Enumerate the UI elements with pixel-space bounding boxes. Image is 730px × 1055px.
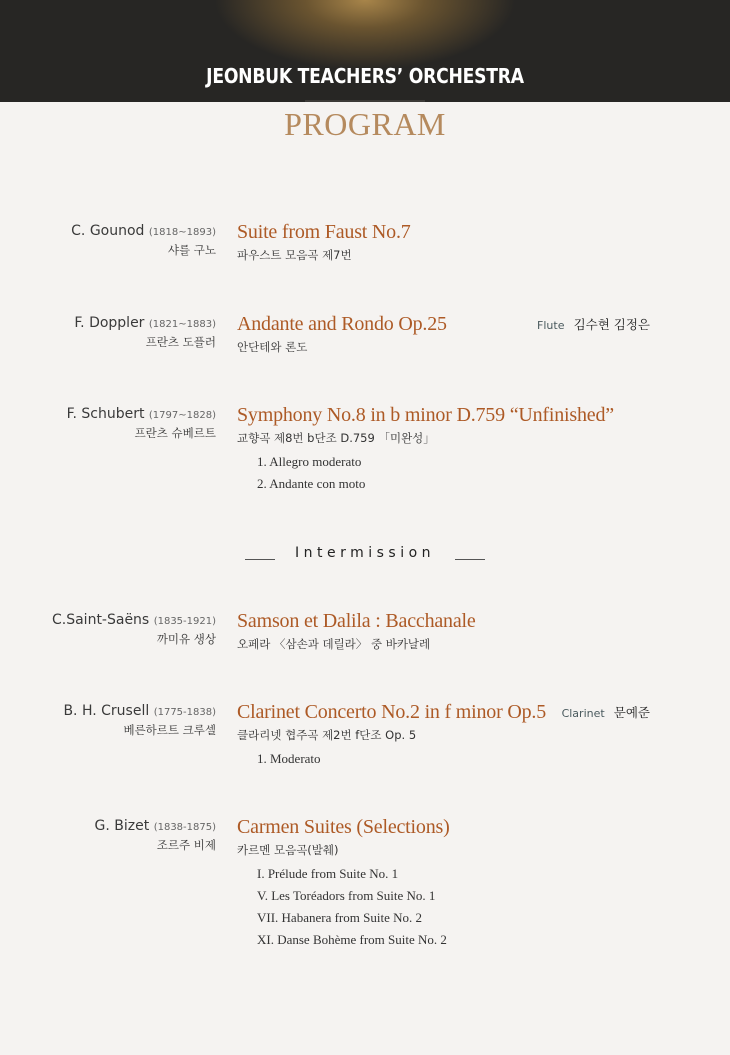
- composer-name-ko: 까미유 생상: [156, 632, 216, 646]
- composer: [95, 816, 216, 853]
- work-title-ko: 교향곡 제8번 b단조 D.759 「미완성」: [237, 431, 435, 445]
- movement: VII. Habanera from Suite No. 2: [257, 910, 422, 925]
- work-title-ko: 파우스트 모음곡 제7번: [237, 248, 352, 262]
- header-banner: [0, 0, 730, 102]
- composer-name-ko: 프란츠 슈베르트: [134, 426, 216, 440]
- composer-name-en: C. Gounod: [71, 223, 145, 239]
- composer-name-en: B. H. Crusell: [63, 703, 150, 719]
- composer-years: (1835-1921): [153, 616, 216, 627]
- work-title-ko: 카르멘 모음곡(발췌): [237, 843, 339, 857]
- composer-years: (1838-1875): [153, 822, 216, 833]
- work-title-ko: 오페라 〈삼손과 데릴라〉 중 바카날레: [237, 637, 431, 651]
- movement: I. Prélude from Suite No. 1: [257, 866, 399, 881]
- movement: 1. Moderato: [257, 751, 321, 766]
- composer: [63, 701, 216, 738]
- work-title-ko: 안단테와 론도: [237, 340, 308, 354]
- program-title: PROGRAM: [284, 106, 446, 142]
- soloist: [537, 313, 650, 337]
- work: [237, 816, 450, 951]
- work-title: Symphony No.8 in b minor D.759 “Unfinished”: [237, 404, 614, 426]
- movement: 2. Andante con moto: [257, 476, 366, 491]
- movement: XI. Danse Bohème from Suite No. 2: [257, 932, 447, 947]
- composer: [67, 404, 216, 441]
- composer-years: (1821~1883): [148, 319, 216, 330]
- work: [237, 610, 476, 653]
- composer-name-ko: 베른하르트 크루셀: [123, 723, 216, 737]
- movement-list: [237, 451, 614, 495]
- work-title: Suite from Faust No.7: [237, 221, 411, 243]
- composer-name-ko: 프란츠 도플러: [145, 335, 216, 349]
- composer-years: (1775-1838): [153, 707, 216, 718]
- soloist-name: 김수현 김정은: [573, 317, 650, 332]
- work: [237, 404, 614, 495]
- composer-name-ko: 조르주 비제: [156, 838, 216, 852]
- work-title: Clarinet Concerto No.2 in f minor Op.5: [237, 701, 547, 723]
- header-divider: [305, 100, 425, 102]
- movement: 1. Allegro moderato: [257, 454, 362, 469]
- orchestra-name: JEONBUK TEACHERS’ ORCHESTRA: [206, 64, 524, 88]
- work: [237, 313, 447, 356]
- composer-name-en: F. Doppler: [74, 315, 145, 331]
- composer: [74, 313, 216, 350]
- soloist-name: 문예준: [613, 705, 650, 720]
- composer: [52, 610, 216, 647]
- composer-name-ko: 샤를 구노: [167, 243, 216, 257]
- composer-name-en: G. Bizet: [94, 818, 150, 834]
- intermission-line-right: [455, 559, 485, 560]
- composer-name-en: C.Saint-Saëns: [51, 612, 150, 628]
- movement-list: [237, 748, 546, 770]
- work: [237, 221, 411, 264]
- intermission-label: Intermission: [294, 545, 436, 561]
- work-title-ko: 클라리넷 협주곡 제2번 f단조 Op. 5: [237, 728, 417, 742]
- work-title: Samson et Dalila : Bacchanale: [237, 610, 476, 632]
- soloist-instrument: Flute: [537, 319, 565, 332]
- work: [237, 701, 546, 770]
- movement-list: [237, 863, 450, 951]
- work-title: Andante and Rondo Op.25: [237, 313, 447, 335]
- composer: [71, 221, 216, 258]
- work-title: Carmen Suites (Selections): [237, 816, 450, 838]
- composer-name-en: F. Schubert: [66, 406, 145, 422]
- composer-years: (1797~1828): [148, 410, 216, 421]
- movement: V. Les Toréadors from Suite No. 1: [257, 888, 436, 903]
- composer-years: (1818~1893): [148, 227, 216, 238]
- soloist-instrument: Clarinet: [561, 707, 605, 720]
- soloist: [562, 701, 650, 725]
